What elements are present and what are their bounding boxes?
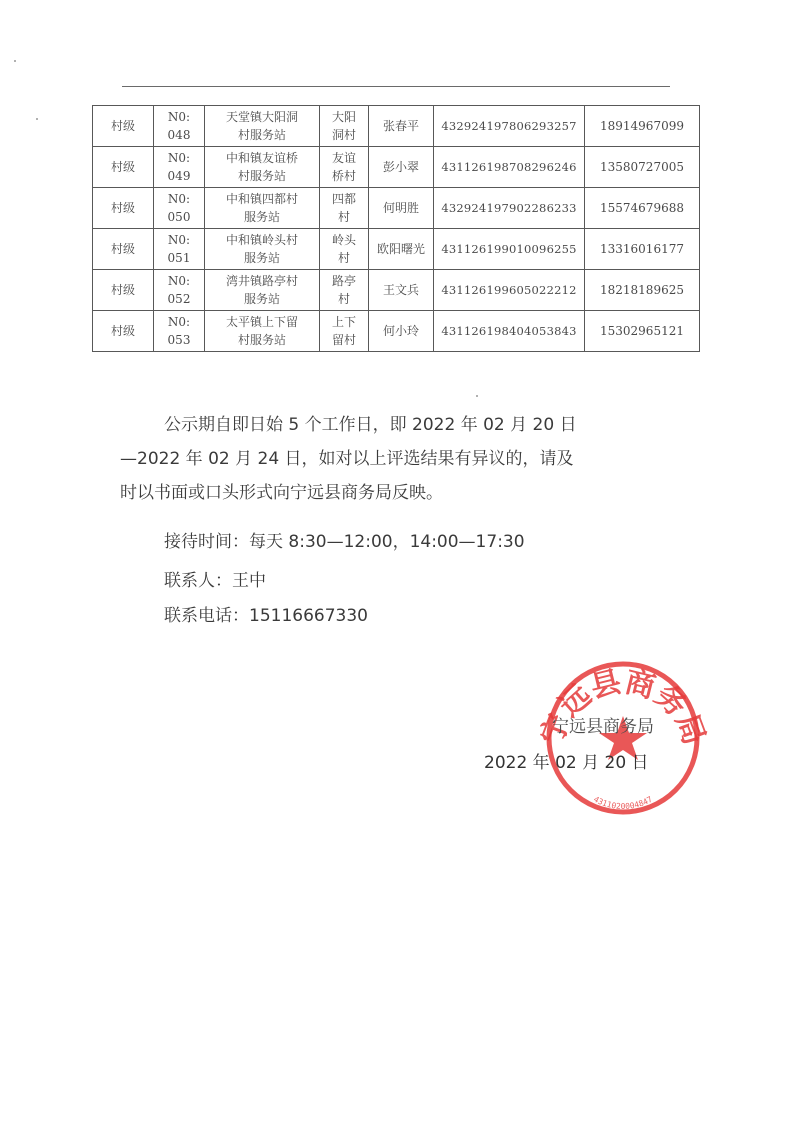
station-cell-text: 天堂镇大阳洞 [225,110,298,124]
number-cell-text: N0: [167,151,191,165]
station-cell-text: 中和镇友谊桥 [225,151,298,165]
table-row [93,311,700,352]
number-cell [154,147,205,188]
notice-line: —2022 年 02 月 24 日，如对以上评选结果有异议的，请及 [120,449,574,469]
village-cell-text: 村 [337,251,350,265]
id-number-cell-text: 431126199605022212 [441,283,577,297]
village-cell-text: 岭头 [331,233,356,247]
number-cell-text: N0: [167,274,191,288]
station-cell [205,106,320,147]
level-cell [93,106,154,147]
village-cell [320,106,369,147]
id-number-cell [434,229,585,270]
level-cell-text: 村级 [110,242,135,256]
village-cell [320,311,369,352]
station-cell-text: 村服务站 [237,128,286,142]
reception-hours: 接待时间：每天 8:30—12:00，14:00—17:30 [164,532,525,552]
station-cell-text: 服务站 [243,251,280,265]
name-cell-text: 王文兵 [382,283,419,297]
name-cell-text: 何明胜 [382,201,419,215]
village-cell [320,229,369,270]
phone-cell [585,147,700,188]
level-cell-text: 村级 [110,324,135,338]
phone-cell [585,229,700,270]
station-cell-text: 服务站 [243,292,280,306]
station-cell [205,147,320,188]
id-number-cell [434,311,585,352]
level-cell [93,188,154,229]
number-cell [154,270,205,311]
station-roster-table [92,105,700,352]
id-number-cell-text: 432924197902286233 [441,201,577,215]
station-cell [205,188,320,229]
phone-cell-text: 18218189625 [600,283,684,297]
table-row [93,106,700,147]
phone-cell [585,106,700,147]
phone-cell-text: 15574679688 [600,201,684,215]
number-cell [154,229,205,270]
number-cell-text: 050 [167,210,191,224]
number-cell-text: 048 [167,128,191,142]
station-cell-text: 村服务站 [237,333,286,347]
id-number-cell-text: 431126198708296246 [441,160,577,174]
name-cell [369,106,434,147]
name-cell [369,188,434,229]
village-cell-text: 留村 [331,333,356,347]
number-cell-text: 049 [167,169,191,183]
phone-cell [585,188,700,229]
village-cell-text: 大阳 [331,110,356,124]
number-cell-text: N0: [167,315,191,329]
village-cell-text: 桥村 [331,169,356,183]
number-cell-text: N0: [167,110,191,124]
level-cell-text: 村级 [110,119,135,133]
phone-cell-text: 15302965121 [600,324,684,338]
name-cell [369,270,434,311]
name-cell [369,147,434,188]
scan-speck [14,60,16,62]
notice-paragraph [120,408,690,510]
level-cell-text: 村级 [110,201,135,215]
name-cell-text: 欧阳曙光 [376,242,425,256]
level-cell-text: 村级 [110,283,135,297]
village-cell-text: 四都 [331,192,356,206]
table-row [93,270,700,311]
station-cell-text: 太平镇上下留 [225,315,298,329]
phone-cell-text: 13316016177 [600,242,684,256]
number-cell [154,311,205,352]
number-cell-text: N0: [167,233,191,247]
id-number-cell-text: 431126198404053843 [441,324,577,338]
scan-speck [36,118,38,120]
phone-cell-text: 13580727005 [600,160,684,174]
notice-line: 时以书面或口头形式向宁远县商务局反映。 [120,483,443,503]
phone-cell [585,311,700,352]
contact-phone: 联系电话：15116667330 [164,606,368,626]
village-cell-text: 友谊 [331,151,356,165]
table-row [93,229,700,270]
station-cell [205,229,320,270]
name-cell-text: 何小玲 [382,324,419,338]
number-cell [154,188,205,229]
village-cell-text: 村 [337,292,350,306]
notice-line: 公示期自即日始 5 个工作日，即 2022 年 02 月 20 日 [164,415,577,435]
village-cell-text: 路亭 [331,274,356,288]
station-cell-text: 湾井镇路亭村 [225,274,298,288]
station-cell [205,311,320,352]
level-cell [93,311,154,352]
id-number-cell [434,106,585,147]
level-cell [93,147,154,188]
station-cell-text: 服务站 [243,210,280,224]
scan-speck [476,395,478,397]
header-rule [122,86,670,87]
station-cell [205,270,320,311]
village-cell [320,147,369,188]
seal-code: 4311020004847 [592,794,654,812]
phone-cell-text: 18914967099 [600,119,684,133]
table-row [93,188,700,229]
village-cell-text: 上下 [331,315,356,329]
level-cell [93,229,154,270]
signature-date: 2022 年 02 月 20 日 [484,753,649,773]
name-cell [369,229,434,270]
number-cell-text: 051 [167,251,191,265]
id-number-cell [434,147,585,188]
id-number-cell-text: 432924197806293257 [441,119,577,133]
station-cell-text: 中和镇岭头村 [225,233,298,247]
number-cell [154,106,205,147]
station-cell-text: 中和镇四都村 [225,192,298,206]
village-cell [320,188,369,229]
table-row [93,147,700,188]
village-cell-text: 村 [337,210,350,224]
number-cell-text: 052 [167,292,191,306]
phone-cell [585,270,700,311]
village-cell [320,270,369,311]
id-number-cell-text: 431126199010096255 [441,242,577,256]
contact-person: 联系人：王中 [164,571,266,591]
name-cell [369,311,434,352]
village-cell-text: 洞村 [331,128,356,142]
id-number-cell [434,270,585,311]
level-cell [93,270,154,311]
number-cell-text: 053 [167,333,191,347]
number-cell-text: N0: [167,192,191,206]
id-number-cell [434,188,585,229]
name-cell-text: 彭小翠 [382,160,419,174]
level-cell-text: 村级 [110,160,135,174]
signature-org: 宁远县商务局 [552,717,654,737]
seal-arc-text: 宁远县商务局 [534,664,712,750]
name-cell-text: 张春平 [382,119,419,133]
station-cell-text: 村服务站 [237,169,286,183]
